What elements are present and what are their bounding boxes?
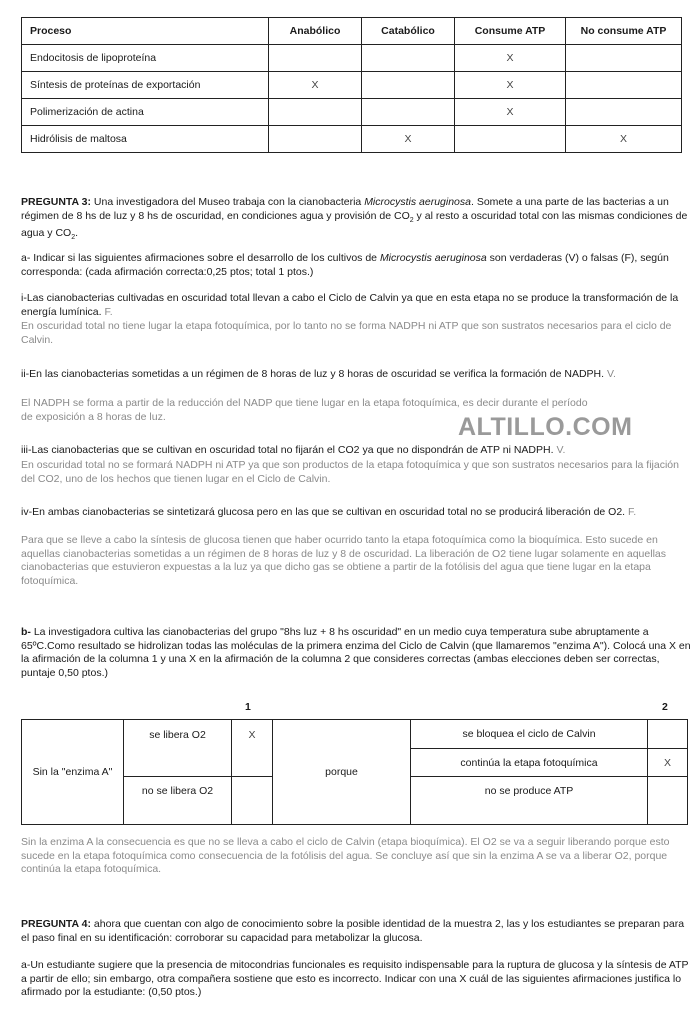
mark-libera-o2: X (232, 720, 273, 777)
option-bloquea-calvin: se bloquea el ciclo de Calvin (411, 720, 648, 749)
q3-sub: 2 (409, 216, 414, 224)
process-name: Hidrólisis de maltosa (22, 126, 269, 153)
mark-continua-fotoquimica: X (648, 749, 688, 777)
header-catabolico: Catabólico (362, 18, 455, 45)
statement-text: ii-En las cianobacterias sometidas a un régimen de 8 horas de luz y 8 horas de oscuridad se verifica la formación de NADPH. (21, 368, 605, 380)
option-no-libera-o2: no se libera O2 (124, 777, 232, 825)
mark-bloquea-calvin (648, 720, 688, 749)
connector-porque: porque (273, 720, 411, 825)
statement-item (21, 292, 691, 319)
statement-mark: V. (606, 368, 616, 380)
question-4-text: ahora que cuentan con algo de conocimiento sobre la posible identidad de la muestra 2, las y los estudiantes se preparan para el paso final en su identificación: corroborar su capacidad para metabolizar la glucosa. (21, 918, 685, 944)
statement-text: iv-En ambas cianobacterias se sintetizará glucosa pero en las que se cultivan en oscuridad total no se producirá liberación de O2. (21, 506, 626, 518)
statement-item (21, 506, 691, 520)
q3-intro-a: Una investigadora del Museo trabaja con la cianobacteria (91, 196, 365, 208)
cell-consume-atp: X (455, 72, 566, 99)
question-4-intro (21, 918, 691, 945)
process-table-header (22, 18, 682, 45)
cell-catabolico: X (362, 126, 455, 153)
question-3b-text: La investigadora cultiva las cianobacterias del grupo "8hs luz + 8 hs oscuridad" en un medio cuya temperatura sube abruptamente a 65ºC.Como resultado se hidrolizan todas las moléculas de la primera enzima del Ciclo de Calvin (que llamaremos "enzima A"). Colocá una X en la afirmación de la columna 1 y una X en la afirmación de la columna 2 que consideres correctas (ambas elecciones deben ser correctas, puntaje 0,50 ptos.) (21, 626, 691, 679)
cell-catabolico (362, 72, 455, 99)
question-3b-answer: Sin la enzima A la consecuencia es que no se lleva a cabo el ciclo de Calvin (etapa bioquímica). El O2 se va a seguir liberando porque esto sucede en la etapa fotoquímica como consecuencia de la fotólisis del agua. Se concluye así que sin la enzima A se va a liberar O2, porque continúa la etapa fotoquímica. (21, 836, 670, 875)
q3a-species: Microcystis aeruginosa (379, 252, 487, 264)
option-libera-o2: se libera O2 (124, 720, 232, 777)
mark-no-produce-atp (648, 777, 688, 825)
statement-text: iii-Las cianobacterias que se cultivan en oscuridad total no fijarán el CO2 ya que no dispondrán de ATP ni NADPH. (21, 444, 554, 456)
statement-mark: F. (104, 305, 113, 318)
watermark: ALTILLO.COM (458, 413, 633, 441)
table-row (22, 45, 682, 72)
process-table (21, 17, 682, 153)
statement-mark: V. (556, 444, 566, 456)
cell-consume-atp: X (455, 45, 566, 72)
cell-anabolico (269, 45, 362, 72)
q3-intro-d: . (75, 227, 79, 240)
header-no-consume-atp: No consume ATP (566, 18, 682, 45)
question-3b (21, 626, 691, 680)
process-name: Síntesis de proteínas de exportación (22, 72, 269, 99)
statement-answer: En oscuridad total no tiene lugar la etapa fotoquímica, por lo tanto no se forma NADPH ni ATP que son sustratos necesarios para el ciclo de Calvin. (21, 320, 672, 346)
enzyme-choice-table (21, 719, 688, 825)
statement-answer: En oscuridad total no se formará NADPH ni ATP ya que son productos de la etapa fotoquímica y que son sustratos necesarios para la fijación del CO2, uno de los hechos que tienen lugar en el Ciclo de Calvin. (21, 459, 679, 485)
cell-no-consume-atp (566, 99, 682, 126)
question-4-label: PREGUNTA 4: (21, 918, 92, 930)
q3a-suffix: son verdaderas (V) o falsas (F), según corresponda: (cada afirmación correcta:0,25 ptos; total 1 ptos.) (21, 252, 669, 278)
column-2-number: 2 (662, 701, 668, 713)
question-3a-instructions (21, 252, 691, 279)
statement-answer: Para que se lleve a cabo la síntesis de glucosa tienen que haber ocurrido tanto la etapa fotoquímica como la bioquímica. Esto sucede en aquellas cianobacterias sometidas a un régimen de 8 horas de luz y 8 de oscuridad. La liberación de O2 tiene lugar solamente en aquellas cianobacterias que estuvieron expuestas a la luz ya que dicho gas se obtiene a partir de la fotólisis del agua que tiene lugar en la etapa fotoquímica. (21, 534, 666, 587)
cell-no-consume-atp (566, 45, 682, 72)
q3-intro-c: y al resto a oscuridad total con las mismas condiciones de agua y CO (21, 209, 688, 240)
statement-text: i-Las cianobacterias cultivadas en oscuridad total llevan a cabo el Ciclo de Calvin ya que en esta etapa no se produce la transformación de la energía lumínica. (21, 292, 679, 318)
cell-catabolico (362, 99, 455, 126)
cell-consume-atp: X (455, 99, 566, 126)
question-3b-label: b- (21, 626, 31, 638)
header-proceso: Proceso (22, 18, 269, 45)
table-row (22, 126, 682, 153)
statement-answer: El NADPH se forma a partir de la reducción del NADP que tiene lugar en la etapa fotoquímica, es decir durante el período de exposición a 8 horas de luz. (21, 397, 588, 423)
table-row (22, 99, 682, 126)
cell-anabolico: X (269, 72, 362, 99)
cell-consume-atp (455, 126, 566, 153)
question-4a: a-Un estudiante sugiere que la presencia de mitocondrias funcionales es requisito indispensable para la ruptura de glucosa y la síntesis de ATP a partir de ello; sin embargo, otra compañera sostiene que esto es incorrecto. Indicar con una X cuál de las siguientes afirmaciones justifica lo afirmado por la estudiante: (0,50 ptos.) (21, 959, 689, 998)
option-no-produce-atp: no se produce ATP (411, 777, 648, 825)
q3-species: Microcystis aeruginosa (364, 196, 471, 208)
condition-cell: Sin la "enzima A" (22, 720, 124, 825)
table-row (22, 72, 682, 99)
q3a-prefix: a- Indicar si las siguientes afirmaciones sobre el desarrollo de los cultivos de (21, 252, 380, 264)
question-3-intro (21, 196, 691, 245)
q3-sub-b: 2 (71, 234, 76, 242)
cell-no-consume-atp (566, 72, 682, 99)
q3-intro-b: . Somete a una parte de las bacterias a un régimen de 8 hs de luz y 8 hs de oscuridad, en condiciones agua y provisión de CO (21, 196, 669, 222)
mark-no-libera-o2 (232, 777, 273, 825)
option-continua-fotoquimica: continúa la etapa fotoquímica (411, 749, 648, 777)
cell-anabolico (269, 126, 362, 153)
process-name: Endocitosis de lipoproteína (22, 45, 269, 72)
cell-anabolico (269, 99, 362, 126)
statement-item (21, 444, 691, 458)
column-1-number: 1 (245, 701, 251, 713)
header-consume-atp: Consume ATP (455, 18, 566, 45)
statement-item (21, 368, 691, 382)
header-anabolico: Anabólico (269, 18, 362, 45)
cell-catabolico (362, 45, 455, 72)
process-name: Polimerización de actina (22, 99, 269, 126)
question-3-label: PREGUNTA 3: (21, 196, 92, 208)
statement-mark: F. (628, 506, 637, 518)
cell-no-consume-atp: X (566, 126, 682, 153)
